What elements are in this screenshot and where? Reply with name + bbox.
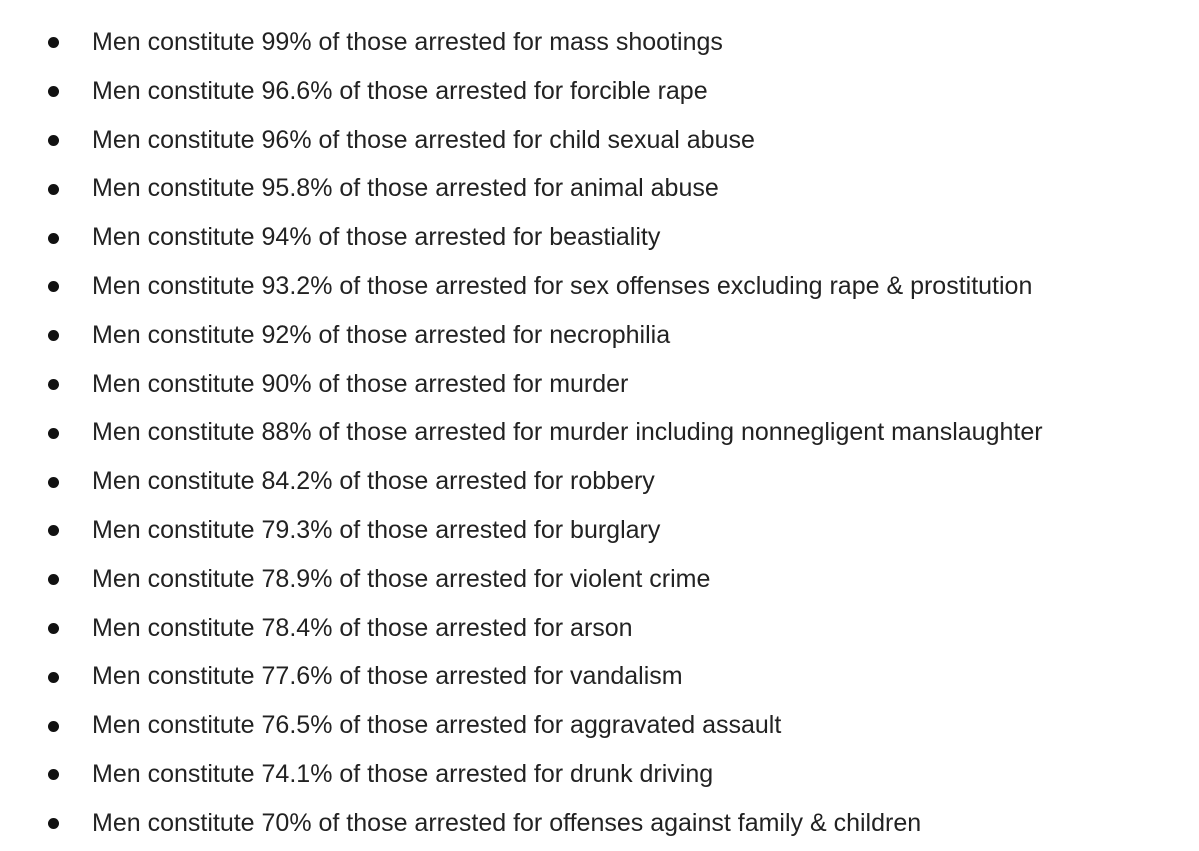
bullet-icon (48, 477, 59, 488)
list-item (0, 116, 1199, 165)
list-item (0, 799, 1199, 848)
bullet-icon (48, 281, 59, 292)
list-item-text: Men constitute 74.1% of those arrested for drunk driving (92, 759, 714, 788)
list-item (0, 164, 1199, 213)
bullet-icon (48, 818, 59, 829)
list-item-text: Men constitute 79.3% of those arrested for burglary (92, 515, 661, 544)
list-item-text: Men constitute 76.5% of those arrested for aggravated assault (92, 711, 782, 740)
list-item (0, 408, 1199, 457)
list-item-text: Men constitute 88% of those arrested for murder including nonnegligent manslaughter (92, 418, 1043, 447)
bullet-icon (48, 37, 59, 48)
bullet-icon (48, 721, 59, 732)
bullet-icon (48, 672, 59, 683)
list-item (0, 604, 1199, 653)
list-item-text: Men constitute 78.4% of those arrested for arson (92, 613, 633, 642)
bullet-icon (48, 623, 59, 634)
list-item (0, 311, 1199, 360)
list-item (0, 555, 1199, 604)
bullet-icon (48, 525, 59, 536)
list-item (0, 18, 1199, 67)
bullet-list (0, 18, 1199, 848)
list-item-text: Men constitute 96.6% of those arrested for forcible rape (92, 76, 708, 105)
bullet-icon (48, 330, 59, 341)
list-item (0, 67, 1199, 116)
list-item-text: Men constitute 78.9% of those arrested for violent crime (92, 564, 711, 593)
bullet-icon (48, 233, 59, 244)
list-item (0, 457, 1199, 506)
bullet-icon (48, 379, 59, 390)
list-item-text: Men constitute 92% of those arrested for necrophilia (92, 320, 671, 349)
bullet-icon (48, 86, 59, 97)
bullet-icon (48, 184, 59, 195)
list-item (0, 262, 1199, 311)
list-item (0, 506, 1199, 555)
list-item-text: Men constitute 94% of those arrested for beastiality (92, 223, 661, 252)
list-item (0, 701, 1199, 750)
list-item-text: Men constitute 84.2% of those arrested for robbery (92, 467, 655, 496)
list-item-text: Men constitute 95.8% of those arrested for animal abuse (92, 174, 719, 203)
list-item (0, 652, 1199, 701)
bullet-icon (48, 135, 59, 146)
list-item (0, 750, 1199, 799)
bullet-icon (48, 428, 59, 439)
list-item-text: Men constitute 77.6% of those arrested for vandalism (92, 662, 683, 691)
bullet-icon (48, 574, 59, 585)
list-item-text: Men constitute 93.2% of those arrested for sex offenses excluding rape & prostitution (92, 271, 1033, 300)
list-item (0, 213, 1199, 262)
list-item (0, 360, 1199, 409)
list-item-text: Men constitute 70% of those arrested for offenses against family & children (92, 808, 922, 837)
list-item-text: Men constitute 99% of those arrested for mass shootings (92, 28, 723, 56)
list-item-text: Men constitute 96% of those arrested for child sexual abuse (92, 125, 755, 154)
list-item-text: Men constitute 90% of those arrested for murder (92, 369, 629, 398)
bullet-icon (48, 769, 59, 780)
